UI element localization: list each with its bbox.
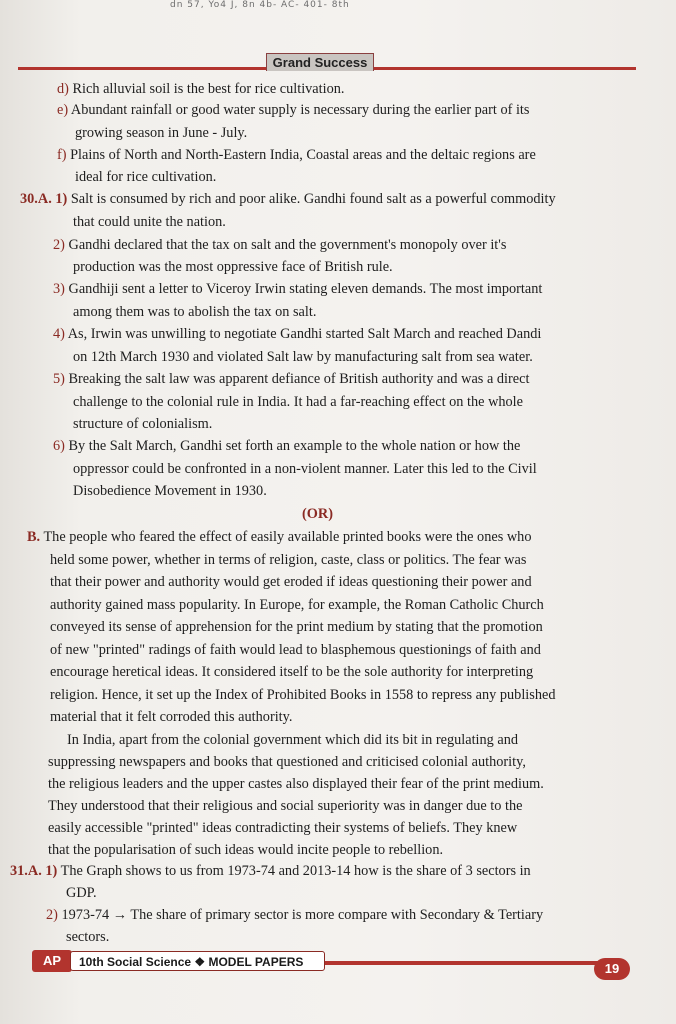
line-text: that the popularisation of such ideas would incite people to rebellion. — [48, 842, 444, 858]
text-line — [20, 190, 556, 208]
line-text: growing season in June - July. — [75, 125, 248, 141]
line-text: the religious leaders and the upper castes also displayed their fear of the print medium. — [48, 776, 544, 792]
line-text: material that it felt corroded this authority. — [50, 709, 293, 725]
line-text: that could unite the nation. — [73, 214, 226, 230]
text-line — [48, 753, 526, 771]
text-line — [53, 370, 529, 388]
line-text: They understood that their religious and social superiority was in danger due to the — [48, 798, 523, 814]
line-text: structure of colonialism. — [73, 416, 213, 432]
line-text: By the Salt March, Gandhi set forth an example to the whole nation or how the — [64, 438, 521, 454]
or-label: (OR) — [302, 506, 333, 522]
item-number: B. — [27, 529, 41, 545]
item-number: 30.A. 1) — [20, 191, 68, 207]
torn-paper-fragment: dn 57, Yo4 J, 8n 4b- AC- 401- 8th — [170, 0, 350, 10]
line-text: religion. Hence, it set up the Index of Prohibited Books in 1558 to repress any published — [50, 687, 556, 703]
text-line — [73, 213, 226, 231]
line-text: Abundant rainfall or good water supply is necessary during the earlier part of its — [68, 102, 530, 118]
line-text: Gandhiji sent a letter to Viceroy Irwin stating eleven demands. The most important — [64, 281, 543, 297]
text-line — [50, 663, 533, 681]
line-text: ideal for rice cultivation. — [75, 169, 217, 185]
text-line — [73, 393, 523, 411]
item-number: 4) — [53, 326, 65, 342]
line-text: As, Irwin was unwilling to negotiate Gandhi started Salt March and reached Dandi — [64, 326, 542, 342]
line-text: Breaking the salt law was apparent defiance of British authority and was a direct — [64, 371, 530, 387]
line-text: that their power and authority would get eroded if ideas questioning their power and — [50, 574, 532, 590]
line-text: sectors. — [66, 929, 110, 945]
text-line — [48, 775, 544, 793]
item-number: 6) — [53, 438, 65, 454]
text-line — [75, 124, 247, 142]
page-number: 19 — [594, 958, 630, 980]
text-line — [73, 482, 267, 500]
text-line — [50, 708, 292, 726]
item-number: d) — [57, 81, 69, 97]
line-text: suppressing newspapers and books that questioned and criticised colonial authority, — [48, 754, 526, 770]
text-line — [53, 325, 541, 343]
line-text: Salt is consumed by rich and poor alike. Gandhi found salt as a powerful commodity — [67, 191, 556, 207]
line-text: The Graph shows to us from 1973-74 and 2013-14 how is the share of 3 sectors in — [57, 863, 531, 879]
line-text: GDP. — [66, 885, 97, 901]
text-line — [73, 460, 537, 478]
state-badge: AP — [32, 950, 72, 972]
text-line — [46, 906, 543, 924]
text-line — [50, 573, 532, 591]
text-line — [73, 258, 393, 276]
footer-title: 10th Social Science ❖ MODEL PAPERS — [70, 951, 325, 971]
item-number: f) — [57, 147, 67, 163]
text-line — [53, 236, 506, 254]
line-text: Disobedience Movement in 1930. — [73, 483, 267, 499]
line-text: production was the most oppressive face of British rule. — [73, 259, 393, 275]
text-line — [50, 596, 544, 614]
text-line — [48, 819, 517, 837]
text-line — [66, 884, 97, 902]
line-text: The people who feared the effect of easily available printed books were the ones who — [40, 529, 532, 545]
line-text: among them was to abolish the tax on salt. — [73, 304, 317, 320]
text-line — [75, 168, 216, 186]
text-line — [73, 348, 533, 366]
line-text: Plains of North and North-Eastern India, Coastal areas and the deltaic regions are — [66, 147, 536, 163]
text-line — [10, 862, 531, 880]
line-text: 1973-74 → The share of primary sector is more compare with Secondary & Tertiary — [57, 907, 544, 923]
line-text: held some power, whether in terms of religion, caste, class or politics. The fear was — [50, 552, 527, 568]
line-text: easily accessible "printed" ideas contradicting their systems of beliefs. They knew — [48, 820, 518, 836]
item-number: 3) — [53, 281, 65, 297]
line-text: of new "printed" radings of faith would lead to blasphemous questionings of faith and — [50, 642, 541, 658]
text-line — [50, 641, 541, 659]
line-text: challenge to the colonial rule in India. It had a far-reaching effect on the whole — [73, 394, 524, 410]
item-number: 2) — [53, 237, 65, 253]
text-line — [48, 841, 443, 859]
text-line — [48, 797, 522, 815]
text-line — [50, 551, 526, 569]
line-text: on 12th March 1930 and violated Salt law by manufacturing salt from sea water. — [73, 349, 533, 365]
text-line — [73, 415, 212, 433]
line-text: oppressor could be confronted in a non-violent manner. Later this led to the Civil — [73, 461, 537, 477]
line-text: In India, apart from the colonial government which did its bit in regulating and — [67, 732, 519, 748]
item-number: 2) — [46, 907, 58, 923]
page-footer — [14, 950, 636, 978]
text-line — [57, 146, 536, 164]
item-number: 5) — [53, 371, 65, 387]
item-number: 31.A. 1) — [10, 863, 58, 879]
item-number: e) — [57, 102, 69, 118]
book-title: Grand Success — [266, 53, 374, 71]
text-line — [50, 618, 543, 636]
text-line — [73, 303, 316, 321]
line-text: conveyed its sense of apprehension for the print medium by stating that the promotion — [50, 619, 543, 635]
text-line — [66, 928, 109, 946]
text-line — [67, 731, 518, 749]
line-text: Gandhi declared that the tax on salt and the government's monopoly over it's — [64, 237, 507, 253]
text-line — [57, 80, 344, 98]
line-text: encourage heretical ideas. It considered itself to be the sole authority for interpreting — [50, 664, 534, 680]
line-text: Rich alluvial soil is the best for rice cultivation. — [68, 81, 345, 97]
line-text: authority gained mass popularity. In Europe, for example, the Roman Catholic Church — [50, 597, 544, 613]
text-line — [57, 101, 529, 119]
text-line — [27, 528, 531, 546]
text-line — [50, 686, 555, 704]
text-line — [53, 280, 542, 298]
text-line — [53, 437, 520, 455]
